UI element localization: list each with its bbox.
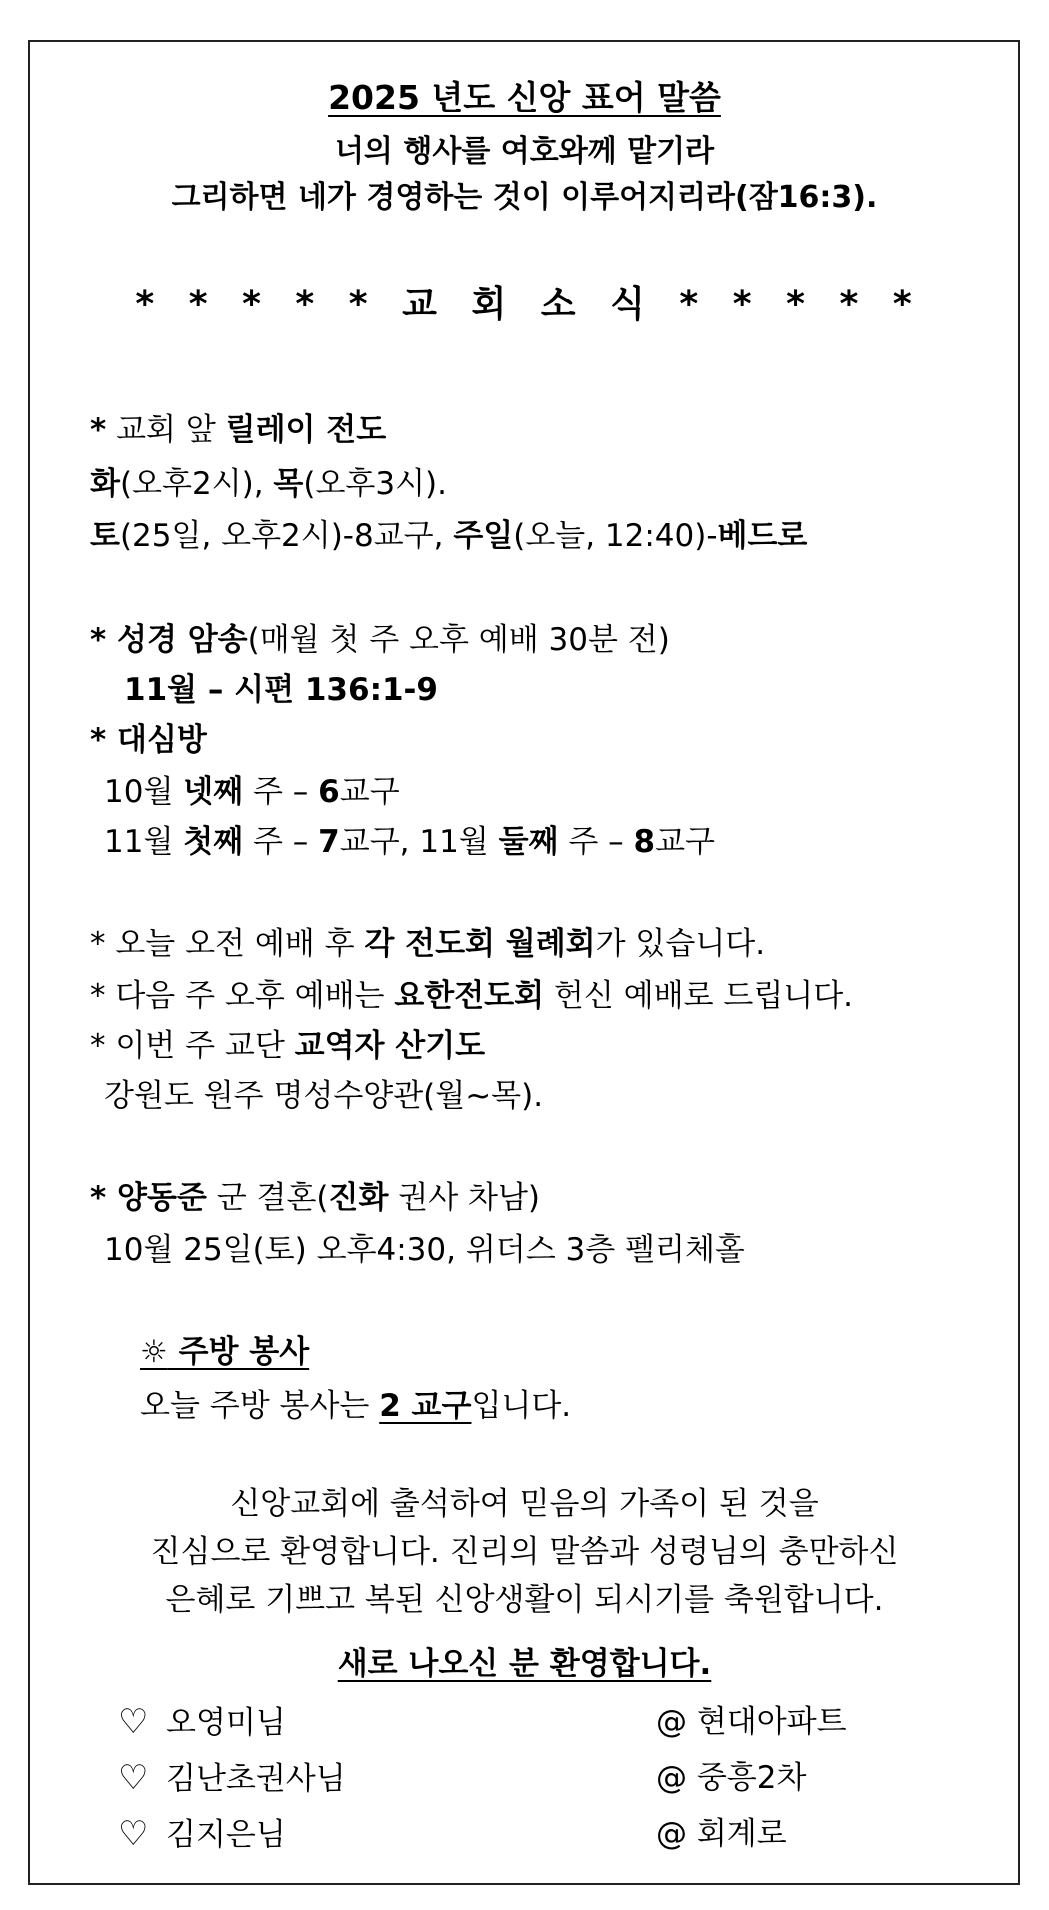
heart-icon: ♡	[118, 1814, 149, 1854]
notice-item	[90, 1026, 485, 1066]
wedding-text: 군 결혼(	[206, 1180, 329, 1216]
newcomer-entry	[118, 1758, 346, 1799]
notice-item	[90, 924, 765, 964]
church-news-banner: * * * * * 교 회 소 식 * * * * *	[135, 284, 914, 325]
newcomer-location: @ 중흥2차	[656, 1760, 807, 1796]
relay-time-sun: (오늘, 12:40)-	[513, 518, 718, 554]
wedding-parent: 진화	[328, 1180, 389, 1216]
visitation-week: 넷째	[183, 774, 244, 810]
heart-icon: ♡	[118, 1702, 149, 1742]
kitchen-heading	[140, 1332, 309, 1372]
recitation-title: 성경 암송	[106, 622, 248, 658]
welcome-line: 신앙교회에 출석하여 믿음의 가족이 된 것을	[230, 1486, 819, 1522]
wedding-text: 권사 차남)	[388, 1180, 540, 1216]
notice-highlight: 각 전도회 월례회	[364, 926, 596, 962]
visitation-text: 주 –	[243, 774, 319, 810]
visitation-district-number: 8	[633, 824, 656, 860]
relay-day-sat: 토	[90, 518, 120, 554]
notice-highlight: 교역자 산기도	[294, 1028, 486, 1064]
visitation-text: 주 –	[558, 824, 634, 860]
relay-time-thu: (오후3시).	[303, 466, 447, 502]
relay-title: 릴레이 전도	[225, 412, 387, 448]
notice-item	[90, 976, 853, 1016]
bullet-star: *	[90, 412, 107, 448]
kitchen-title: 주방 봉사	[167, 1334, 310, 1370]
newcomer-entry	[118, 1702, 286, 1743]
welcome-line: 은혜로 기쁘고 복된 신앙생활이 되시기를 축원합니다.	[165, 1582, 884, 1618]
visitation-line2	[104, 822, 715, 862]
newcomer-location: @ 회계로	[656, 1816, 787, 1852]
bullet-star: *	[90, 1180, 107, 1216]
relay-heading	[90, 410, 386, 450]
recitation-detail: 11월 – 시편 136:1-9	[124, 672, 438, 708]
notice-highlight: 요한전도회	[394, 978, 545, 1014]
visitation-text: 주 –	[243, 824, 319, 860]
visitation-month: 10월	[104, 774, 184, 810]
visitation-line1	[104, 772, 400, 812]
newcomer-name: 김지은님	[166, 1817, 286, 1853]
newcomers-title	[0, 1644, 1049, 1684]
notice-text: * 오늘 오전 예배 후	[90, 926, 365, 962]
recitation-heading	[90, 620, 670, 660]
notice-text: * 다음 주 오후 예배는	[90, 978, 395, 1014]
heart-icon: ♡	[118, 1758, 149, 1798]
visitation-text: 교구	[339, 774, 400, 810]
relay-time-sat: (25일, 오후2시)-8교구,	[119, 518, 454, 554]
wedding-heading	[90, 1178, 540, 1218]
relay-day-thu: 목	[273, 466, 304, 502]
relay-time-tue: (오후2시),	[119, 466, 274, 502]
bullet-star: *	[90, 722, 107, 758]
kitchen-text: 오늘 주방 봉사는	[140, 1388, 380, 1424]
newcomer-name: 오영미님	[166, 1705, 286, 1741]
kitchen-heading-text	[140, 1334, 309, 1370]
wedding-groom: 양동준	[106, 1180, 207, 1216]
newcomers-title-text: 새로 나오신 분 환영합니다.	[337, 1646, 712, 1682]
relay-day-sun: 주일	[453, 518, 514, 554]
visitation-text: 교구, 11월	[339, 824, 499, 860]
visitation-heading	[90, 720, 207, 760]
visitation-text: 교구	[655, 824, 716, 860]
kitchen-district: 2 교구	[379, 1388, 472, 1424]
relay-line-weekend	[90, 516, 807, 556]
visitation-week: 둘째	[498, 824, 559, 860]
visitation-month: 11월	[104, 824, 184, 860]
visitation-district-number: 6	[318, 774, 340, 810]
newcomer-entry	[118, 1814, 286, 1855]
motto-verse-line2: 그리하면 네가 경영하는 것이 이루어지리라(잠16:3).	[171, 180, 878, 215]
kitchen-detail	[140, 1386, 571, 1426]
notice-text: 헌신 예배로 드립니다.	[544, 978, 854, 1014]
visitation-district-number: 7	[318, 824, 340, 860]
relay-line-weekdays	[90, 464, 447, 504]
newcomer-location: @ 현대아파트	[656, 1704, 847, 1740]
recitation-note: (매월 첫 주 오후 예배 30분 전)	[247, 622, 670, 658]
notice-text: * 이번 주 교단	[90, 1028, 295, 1064]
sun-icon: ☼	[140, 1334, 168, 1370]
motto-title	[0, 78, 1049, 118]
newcomer-name: 김난초권사님	[166, 1761, 346, 1797]
notice-text: 가 있습니다.	[595, 926, 766, 962]
kitchen-text: 입니다.	[471, 1388, 572, 1424]
wedding-detail: 10월 25일(토) 오후4:30, 위더스 3층 펠리체홀	[104, 1232, 745, 1268]
bullet-star: *	[90, 622, 107, 658]
relay-group-sun: 베드로	[717, 518, 808, 554]
visitation-week: 첫째	[183, 824, 244, 860]
motto-verse-line1: 너의 행사를 여호와께 맡기라	[334, 134, 715, 169]
relay-prefix: 교회 앞	[106, 412, 226, 448]
welcome-line: 진심으로 환영합니다. 진리의 말씀과 성령님의 충만하신	[150, 1534, 899, 1570]
relay-day-tue: 화	[90, 466, 120, 502]
notice-detail: 강원도 원주 명성수양관(월~목).	[104, 1078, 544, 1114]
visitation-title: 대심방	[106, 722, 207, 758]
motto-title-text: 2025 년도 신앙 표어 말씀	[328, 78, 721, 117]
